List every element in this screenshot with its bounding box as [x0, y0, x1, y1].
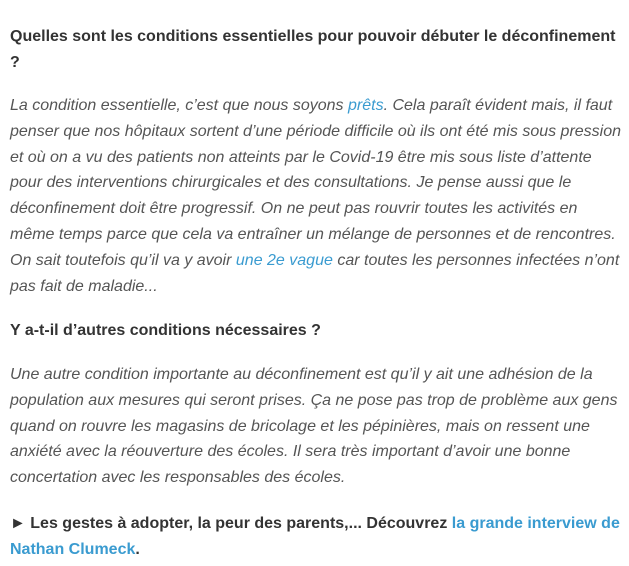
- answer-paragraph-1: [10, 93, 622, 299]
- question-2-text: Y a-t-il d’autres conditions nécessaires ?: [10, 322, 321, 339]
- answer-2-text: Une autre condition importante au déconfinement est qu’il y ait une adhésion de la population aux mesures qui seront prises. Ça ne pose pas trop de problème aux gens quand on rouvre les magasins de bricolage et les pépinières, mais on ressent une anxiété avec la réouverture des écoles. Il sera très important d’avoir une bonne concertation avec les responsables des écoles.: [10, 366, 618, 487]
- answer-1-part-3: car toutes les personnes infectées n’ont pas fait de maladie...: [10, 251, 620, 295]
- question-1-text: Quelles sont les conditions essentielles pour pouvoir débuter le déconfinement ?: [10, 28, 616, 71]
- answer-1-part-1: La condition essentielle, c’est que nous soyons: [10, 97, 348, 114]
- question-heading-2: [10, 318, 622, 344]
- interview-promo: [10, 511, 622, 562]
- question-heading-1: [10, 24, 622, 75]
- interview-link[interactable]: la grande interview de Nathan Clumeck: [10, 515, 620, 558]
- link-second-wave[interactable]: une 2e vague: [235, 251, 333, 269]
- answer-1-part-2: . Cela paraît évident mais, il faut penser que nos hôpitaux sortent d’une période difficile où ils ont été mis sous pression et où on a vu des patients non atteints par le Covid-19 être mis sous liste d’attente pour des interventions chirurgicales et des consultations. Je pense aussi que le déconfinement doit être progressif. On ne peut pas rouvrir toutes les activités en même temps parce que cela va entraîner un mélange de personnes et de rencontres. On sait toutefois qu’il va y avoir: [10, 97, 622, 269]
- promo-prefix: ► Les gestes à adopter, la peur des parents,... Découvrez: [10, 515, 452, 532]
- answer-paragraph-2: [10, 362, 622, 491]
- promo-suffix: .: [135, 540, 140, 558]
- link-prets[interactable]: prêts: [348, 97, 384, 114]
